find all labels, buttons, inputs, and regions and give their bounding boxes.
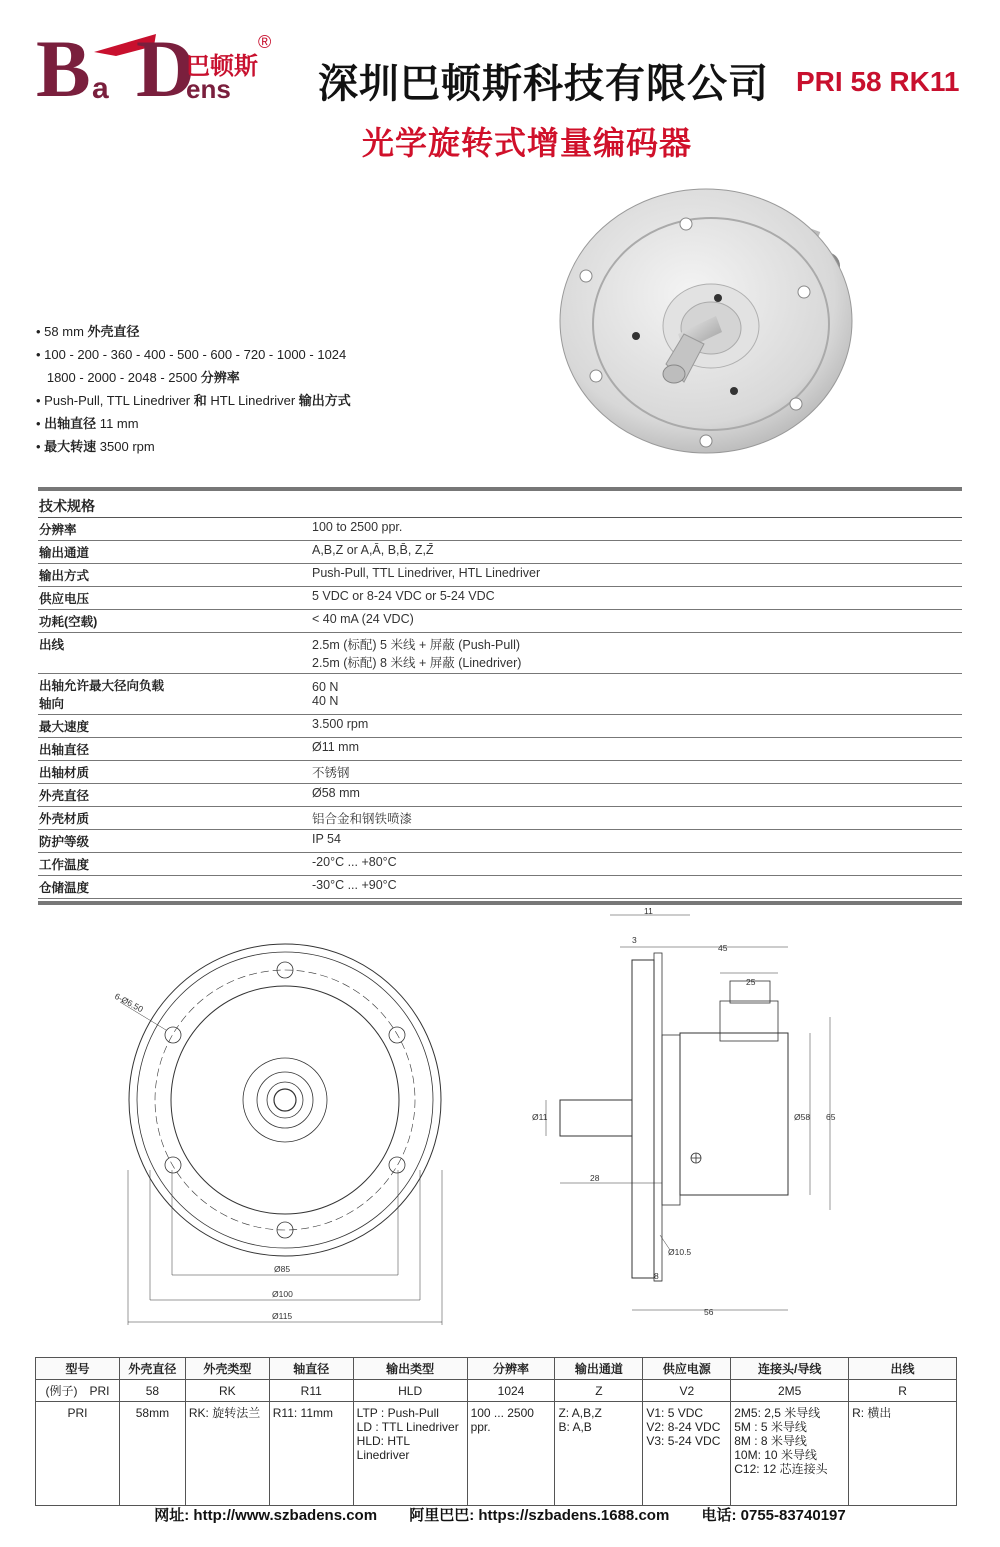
order-example-cell: 1024 xyxy=(467,1380,555,1402)
order-example-cell: (例子) PRI xyxy=(36,1380,120,1402)
spec-row xyxy=(38,761,962,784)
spec-key: 出轴允许最大径向负载 轴向 xyxy=(39,679,165,711)
feature-item: • 58 mm 外壳直径 xyxy=(36,324,140,339)
feature-item: • 100 - 200 - 360 - 400 - 500 - 600 - 720 - 1000 - 1024 xyxy=(36,347,347,362)
spec-value: -20°C ... +80°C xyxy=(312,855,397,869)
order-header: 型号 xyxy=(36,1358,120,1380)
model-code: PRI 58 RK11 xyxy=(796,66,960,97)
order-header: 输出类型 xyxy=(353,1358,467,1380)
svg-text:巴顿斯: 巴顿斯 xyxy=(186,52,258,80)
dim-8: 8 xyxy=(654,1271,659,1281)
spec-row xyxy=(38,784,962,807)
order-example-cell: R11 xyxy=(269,1380,353,1402)
spec-key: 输出通道 xyxy=(39,546,90,560)
encoder-photo xyxy=(556,186,866,456)
spec-key: 供应电压 xyxy=(39,592,90,606)
order-option-cell: 100 ... 2500 ppr. xyxy=(467,1402,555,1506)
order-option-cell: 58mm xyxy=(119,1402,185,1506)
svg-text:D: D xyxy=(136,26,196,106)
feature-item: • 出轴直径 11 mm xyxy=(36,416,139,431)
order-option-cell: RK: 旋转法兰 xyxy=(185,1402,269,1506)
spec-key: 出轴直径 xyxy=(39,743,90,757)
side-view-drawing xyxy=(520,905,850,1325)
svg-text:a: a xyxy=(92,72,109,105)
dim-65: 65 xyxy=(826,1112,836,1122)
order-header: 外壳类型 xyxy=(185,1358,269,1380)
spec-value: 3.500 rpm xyxy=(312,717,369,731)
spec-key: 最大速度 xyxy=(39,720,90,734)
spec-value: 铝合金和钢铁喷漆 xyxy=(312,812,413,826)
order-example-cell: V2 xyxy=(643,1380,731,1402)
order-example-cell: R xyxy=(849,1380,957,1402)
phone-number: 电话: 0755-83740197 xyxy=(701,1507,846,1524)
feature-list xyxy=(36,320,351,458)
order-code-table xyxy=(35,1357,957,1506)
spec-key: 出轴材质 xyxy=(39,766,90,780)
feature-item: 1800 - 2000 - 2048 - 2500 分辨率 xyxy=(46,370,240,385)
order-example-cell: RK xyxy=(185,1380,269,1402)
spec-row xyxy=(38,807,962,830)
product-title: 光学旋转式增量编码器 xyxy=(362,124,693,162)
order-option-cell: 2M5: 2,5 米导线 5M : 5 米导线 8M : 8 米导线 10M: 10 米导线 C12: 12 芯连接头 xyxy=(731,1402,849,1506)
svg-text:ens: ens xyxy=(186,74,231,104)
spec-key: 功耗(空载) xyxy=(39,615,98,629)
spec-value: < 40 mA (24 VDC) xyxy=(312,612,414,626)
order-example-cell: Z xyxy=(555,1380,643,1402)
dim-56: 56 xyxy=(704,1307,714,1317)
order-option-cell: LTP : Push-Pull LD : TTL Linedriver HLD: HTL Linedriver xyxy=(353,1402,467,1506)
dim-3: 3 xyxy=(632,935,637,945)
alibaba-link[interactable]: 阿里巴巴: https://szbadens.1688.com xyxy=(409,1507,670,1524)
spec-value: Ø58 mm xyxy=(312,786,360,800)
spec-row xyxy=(38,853,962,876)
spec-value: -30°C ... +90°C xyxy=(312,878,397,892)
dim-holes: 6-Ø6.50 xyxy=(113,990,145,1015)
dim-d100: Ø100 xyxy=(272,1289,293,1299)
front-view-drawing xyxy=(100,930,480,1330)
feature-item: • 最大转速 3500 rpm xyxy=(36,439,155,454)
spec-key: 输出方式 xyxy=(39,569,90,583)
spec-row xyxy=(38,715,962,738)
spec-row xyxy=(38,610,962,633)
spec-row xyxy=(38,830,962,853)
dim-d115: Ø115 xyxy=(272,1311,293,1321)
svg-text:®: ® xyxy=(258,32,272,52)
spec-row xyxy=(38,876,962,899)
order-option-cell: R: 横出 xyxy=(849,1402,957,1506)
spec-key: 分辨率 xyxy=(39,523,77,537)
website-link[interactable]: 网址: http://www.szbadens.com xyxy=(154,1507,378,1524)
spec-key: 防护等级 xyxy=(39,835,90,849)
order-example-cell: HLD xyxy=(353,1380,467,1402)
company-name: 深圳巴顿斯科技有限公司 xyxy=(318,61,769,107)
spec-key: 仓储温度 xyxy=(39,881,90,895)
spec-row xyxy=(38,518,962,541)
spec-value: Ø11 mm xyxy=(312,740,359,754)
badens-logo xyxy=(36,26,276,106)
dim-d58: Ø58 xyxy=(794,1112,811,1122)
dim-d85: Ø85 xyxy=(274,1264,291,1274)
order-option-cell: PRI xyxy=(36,1402,120,1506)
spec-value: 2.5m (标配) 5 米线 + 屏蔽 (Push-Pull) 2.5m (标配) 8 米线 + 屏蔽 (Linedriver) xyxy=(312,638,522,670)
spec-row xyxy=(38,564,962,587)
spec-key: 外壳直径 xyxy=(39,789,90,803)
order-option-cell: V1: 5 VDC V2: 8-24 VDC V3: 5-24 VDC xyxy=(643,1402,731,1506)
spec-row xyxy=(38,633,962,674)
order-option-cell: Z: A,B,Z B: A,B xyxy=(555,1402,643,1506)
order-option-cell: R11: 11mm xyxy=(269,1402,353,1506)
order-header: 连接头/导线 xyxy=(731,1358,849,1380)
order-example-cell: 2M5 xyxy=(731,1380,849,1402)
spec-value: A,B,Z or A,Ā, B,B̄, Z,Z̄ xyxy=(312,543,434,557)
spec-key: 出线 xyxy=(39,638,65,652)
order-header: 输出通道 xyxy=(555,1358,643,1380)
spec-row xyxy=(38,674,962,715)
dim-28: 28 xyxy=(590,1173,600,1183)
dim-d11: Ø11 xyxy=(532,1112,548,1122)
spec-value: Push-Pull, TTL Linedriver, HTL Linedriver xyxy=(312,566,541,580)
dim-11-top: 11 xyxy=(644,906,653,916)
order-header: 供应电源 xyxy=(643,1358,731,1380)
dim-d10-5: Ø10.5 xyxy=(668,1247,692,1257)
spec-row xyxy=(38,541,962,564)
spec-row xyxy=(38,738,962,761)
spec-value: 不锈钢 xyxy=(312,766,350,780)
spec-value: 100 to 2500 ppr. xyxy=(312,520,403,534)
spec-key: 工作温度 xyxy=(39,858,90,872)
spec-key: 外壳材质 xyxy=(39,812,90,826)
spec-value: 60 N 40 N xyxy=(312,680,339,708)
dim-25: 25 xyxy=(746,977,756,987)
order-header: 外壳直径 xyxy=(119,1358,185,1380)
spec-value: IP 54 xyxy=(312,832,341,846)
order-header: 分辨率 xyxy=(467,1358,555,1380)
spec-table xyxy=(38,487,962,905)
svg-text:B: B xyxy=(36,26,91,106)
feature-item: • Push-Pull, TTL Linedriver 和 HTL Linedriver 输出方式 xyxy=(36,393,351,408)
order-header: 轴直径 xyxy=(269,1358,353,1380)
footer xyxy=(0,1504,1000,1525)
spec-row xyxy=(38,587,962,610)
order-header: 出线 xyxy=(849,1358,957,1380)
order-example-cell: 58 xyxy=(119,1380,185,1402)
spec-title: 技术规格 xyxy=(38,491,962,518)
spec-value: 5 VDC or 8-24 VDC or 5-24 VDC xyxy=(312,589,495,603)
dim-45: 45 xyxy=(718,943,728,953)
